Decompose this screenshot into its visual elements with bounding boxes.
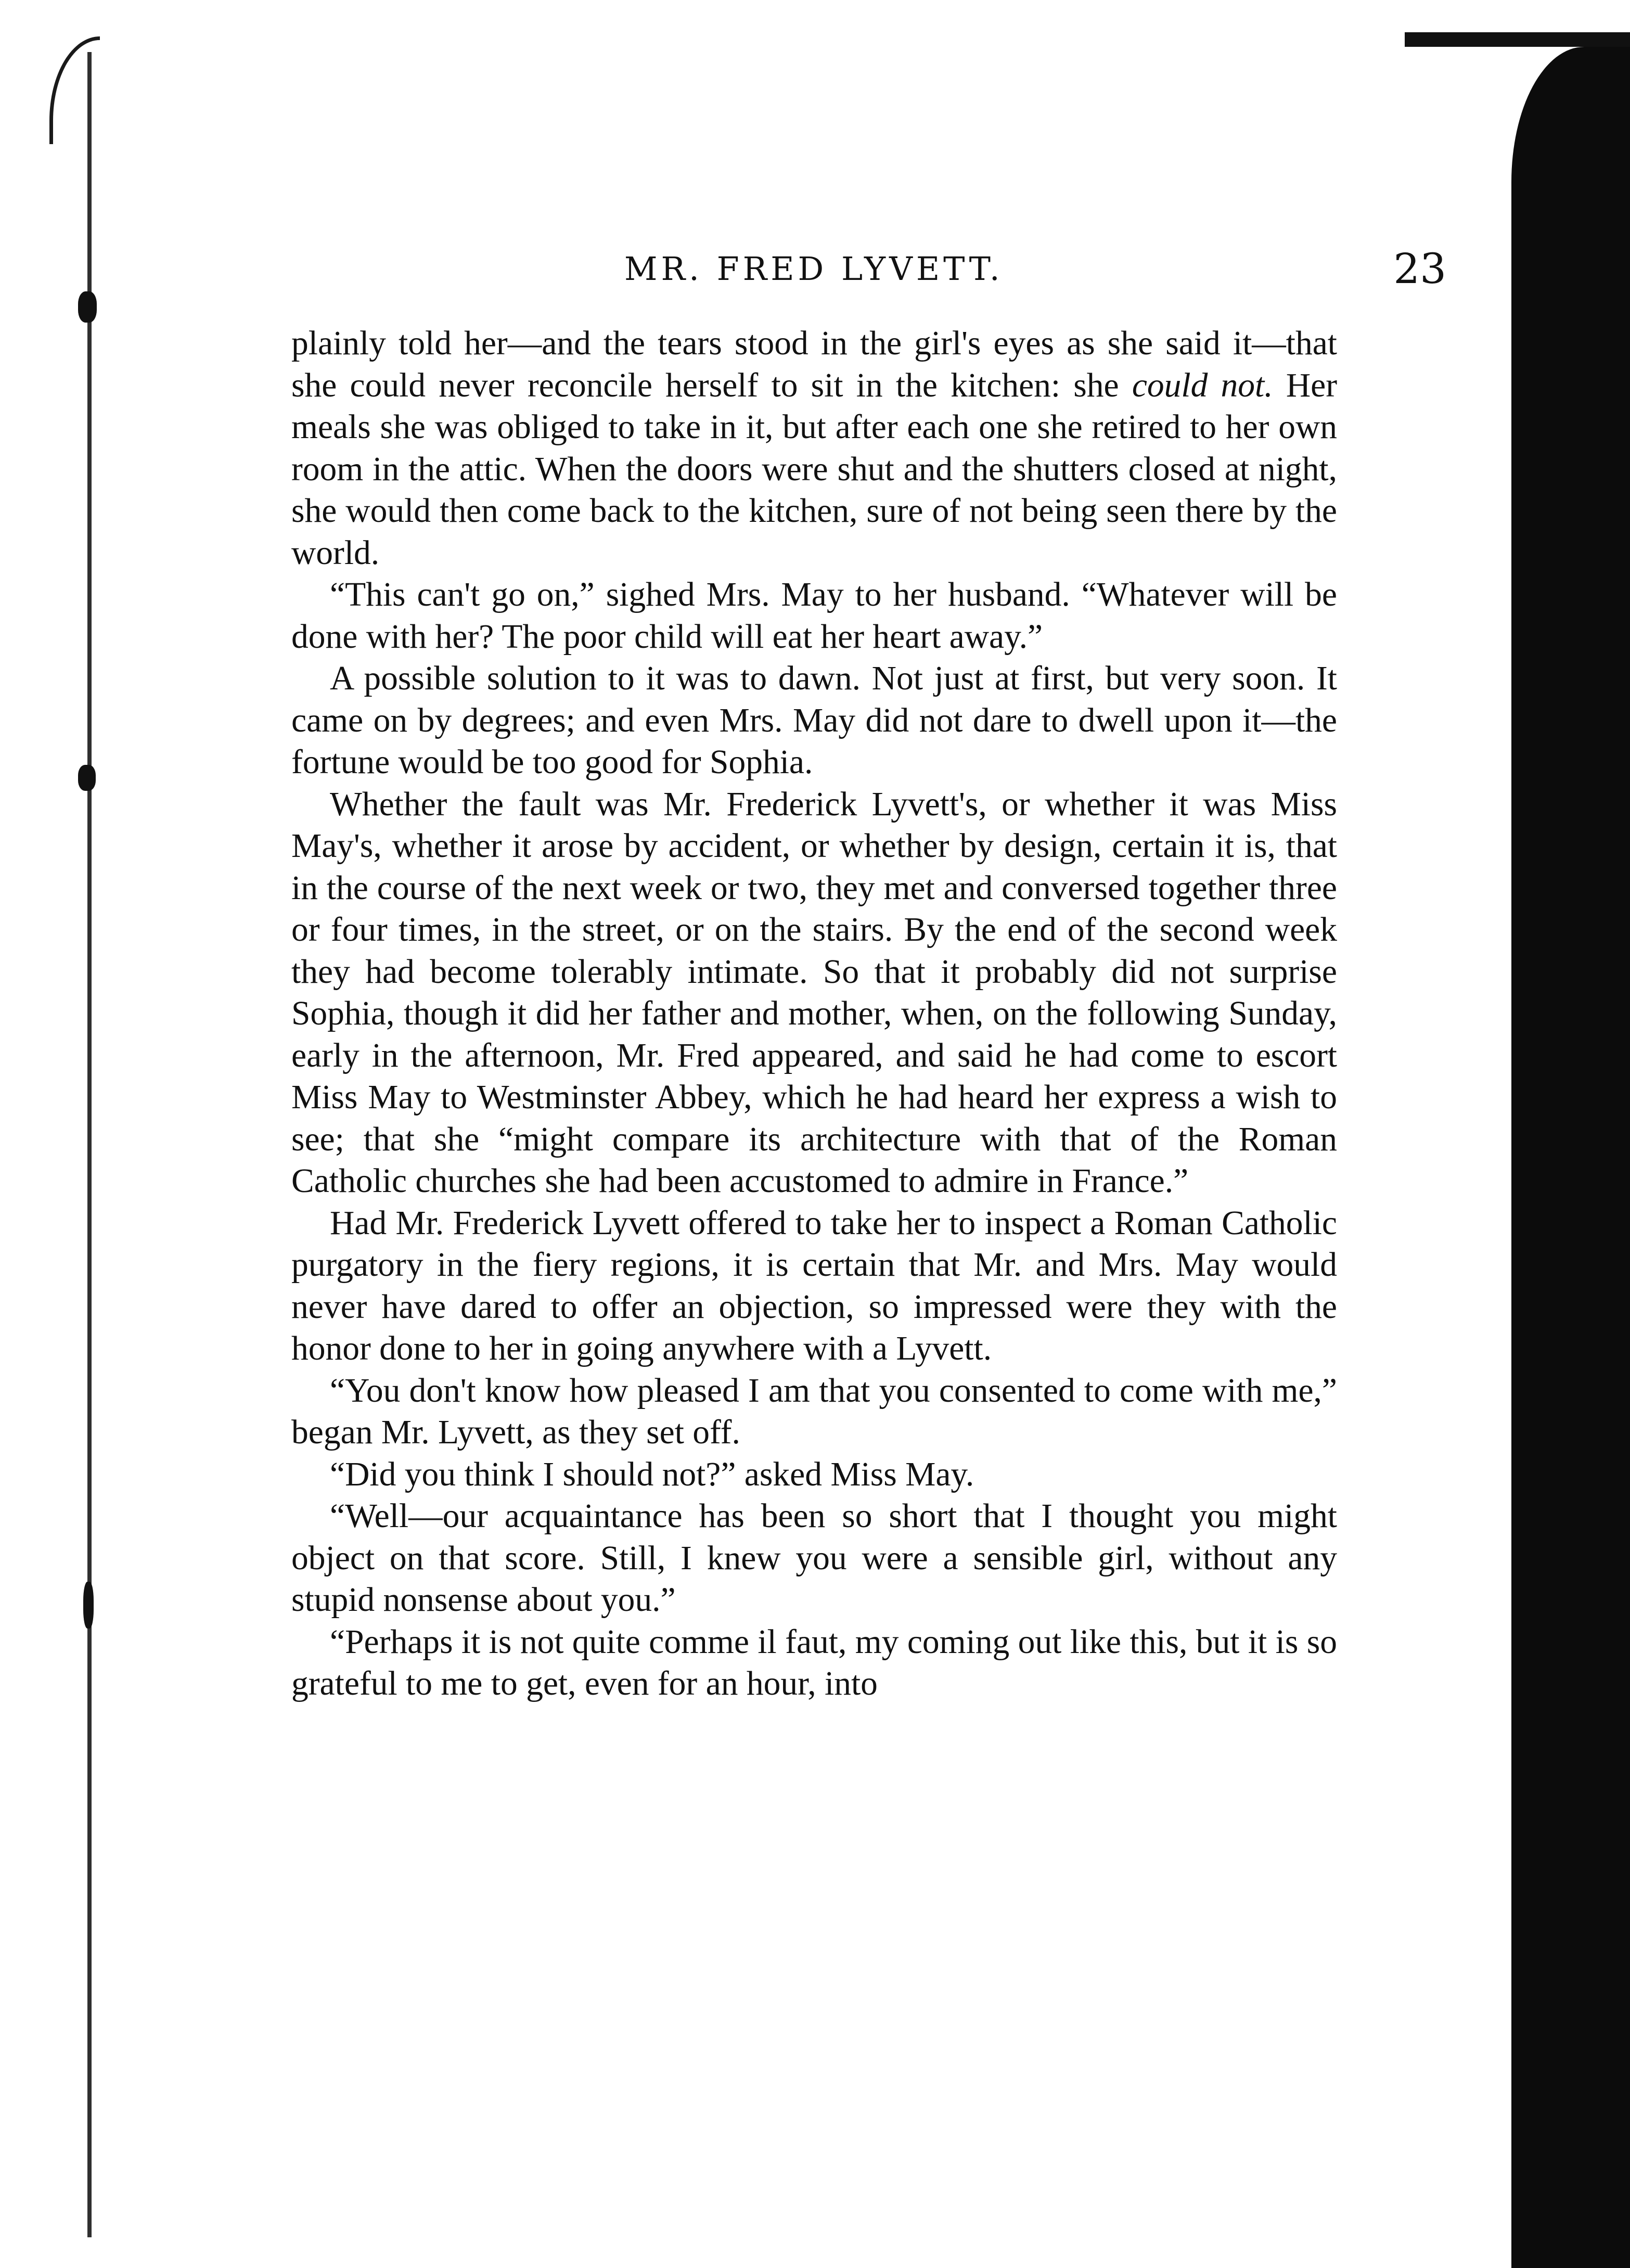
binding-edge-line <box>87 52 92 2237</box>
paragraph: “Well—our acquaintance has been so short that I thought you might object on that score. Still, I knew you were a sensible girl, without any stupid nonsense about you.” <box>291 1497 1337 1619</box>
italic-text-run: could not. <box>1132 366 1273 404</box>
text-run: Her meals she was obliged to take in it, but after each one she retired to her own room in the attic. When the doors were shut and the shutters closed at night, she would then come back to the kitchen, sure of not being seen there by the world. <box>291 366 1338 572</box>
paragraph: Whether the fault was Mr. Frederick Lyvett's, or whether it was Miss May's, whether it arose by accident, or whether by design, certain it is, that in the course of the next week or two, they met and conversed together three or four times, in the street, or on the stairs. By the end of the second week they had become tolerably intimate. So that it probably did not surprise Sophia, though it did her father and mother, when, on the following Sunday, early in the afternoon, Mr. Fred appeared, and said he had come to escort Miss May to Westminster Abbey, which he had heard her express a wish to see; that she “might compare its architecture with that of the Roman Catholic churches she had been accustomed to admire in France.” <box>291 785 1337 1200</box>
paragraph: “Did you think I should not?” asked Miss May. <box>330 1455 974 1493</box>
running-header <box>291 245 1457 302</box>
scan-edge-right <box>1511 47 1630 2268</box>
paragraph <box>291 323 1337 574</box>
body-text <box>291 323 1337 1705</box>
paragraph: Had Mr. Frederick Lyvett offered to take her to inspect a Roman Catholic purgatory in the fiery regions, it is certain that Mr. and Mrs. May would never have dared to offer an objection, so impressed were they with the honor done to her in going anywhere with a Lyvett. <box>291 1204 1337 1367</box>
running-title: MR. FRED LYVETT. <box>624 250 1004 288</box>
ink-speck <box>78 291 97 323</box>
ink-speck <box>83 1582 94 1629</box>
ink-speck <box>78 765 96 791</box>
paragraph: “Perhaps it is not quite comme il faut, my coming out like this, but it is so grateful to me to get, even for an hour, into <box>291 1623 1337 1702</box>
paragraph: A possible solution to it was to dawn. Not just at first, but very soon. It came on by degrees; and even Mrs. May did not dare to dwell upon it—the fortune would be too good for Sophia. <box>291 660 1337 781</box>
paragraph: “You don't know how pleased I am that you consented to come with me,” began Mr. Lyvett, as they set off. <box>291 1372 1337 1451</box>
page-curl-mark <box>49 36 100 144</box>
scan-edge-top <box>1405 32 1630 47</box>
page-number: 23 <box>1393 245 1446 293</box>
text-run: plainly told her—and the tears stood in the girl's eyes as she said it—that she could never reconcile herself to sit in the kitchen: she <box>291 325 1337 404</box>
paragraph: “This can't go on,” sighed Mrs. May to her husband. “Whatever will be done with her? The poor child will eat her heart away.” <box>291 576 1337 656</box>
